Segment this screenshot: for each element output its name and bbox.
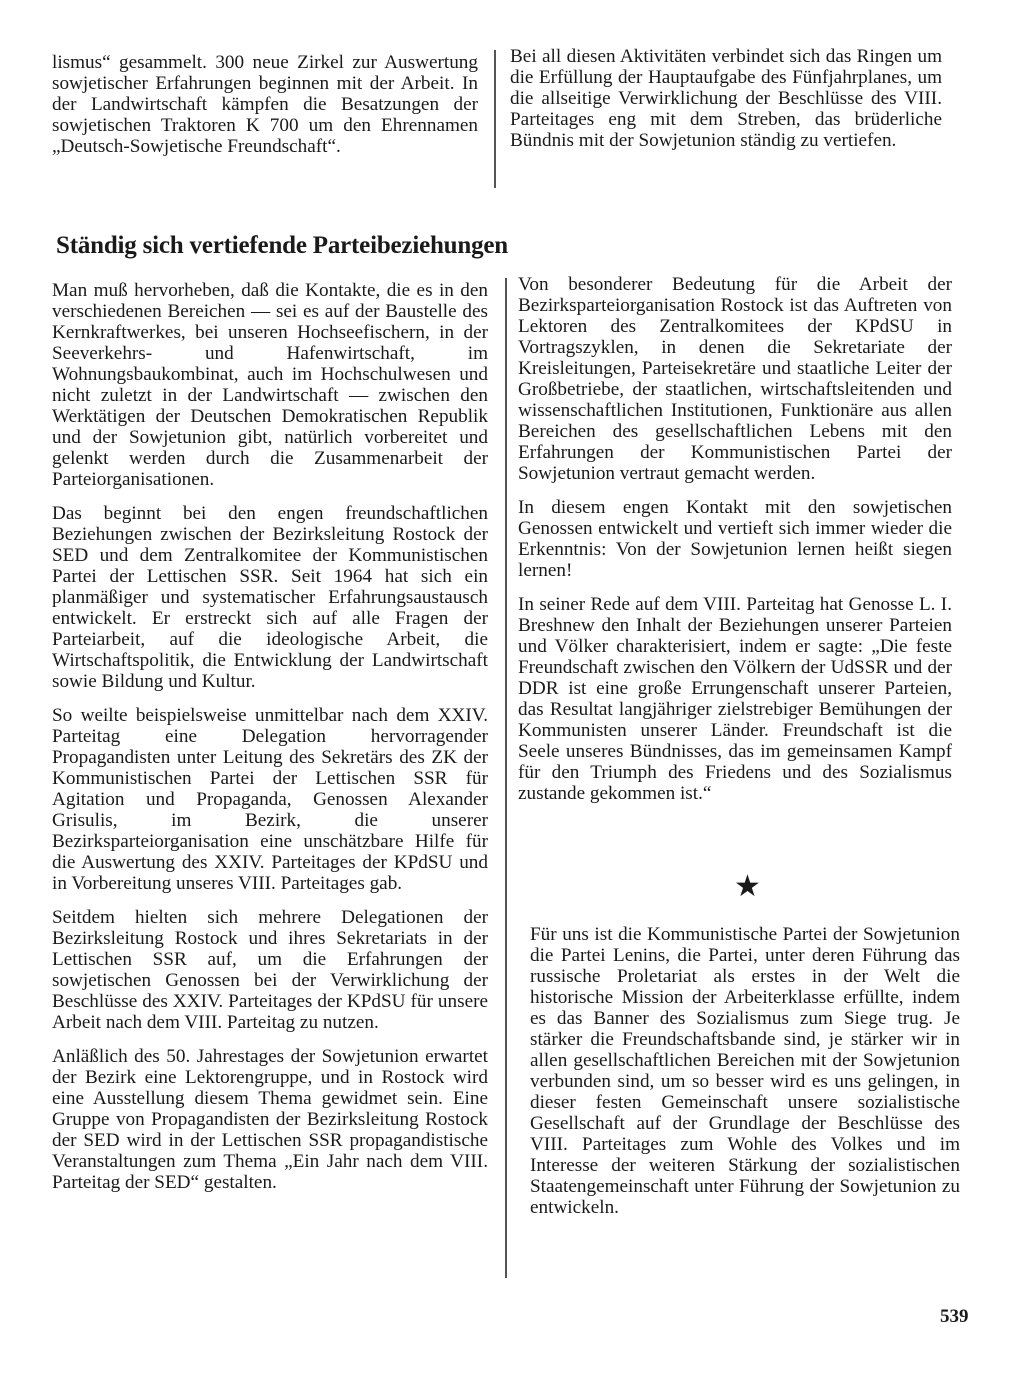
paragraph: Für uns ist die Kommunistische Partei der Sowjetunion die Partei Lenins, die Partei, unter deren Führung das russische Proletariat als erstes in der Welt die historische Mission der Arbeiterklasse erfüllte, indem es das Banner des Sozialismus zum Siege trug. Je stärker die Freundschaftsbande sind, je stärker wir in allen gesellschaftlichen Bereichen mit der Sowjetunion verbunden sind, um so besser wird es uns gelingen, in dieser festen Gemeinschaft unsere sozialistische Gesellschaft auf der Grundlage der Beschlüsse des VIII. Parteitages zum Wohle des Volkes und im Interesse der weiteren Stärkung der sozialistischen Staatengemeinschaft unter Führung der Sowjetunion zu entwickeln.: [530, 924, 960, 1218]
paragraph: Das beginnt bei den engen freundschaftlichen Beziehungen zwischen der Bezirksleitung Rostock der SED und dem Zentralkomitee der Kommunistischen Partei der Lettischen SSR. Seit 1964 hat sich ein planmäßiger und systematischer Erfahrungsaustausch entwickelt. Er erstreckt sich auf alle Fragen der Parteiarbeit, auf die ideologische Arbeit, die Wirtschaftspolitik, die Entwicklung der Landwirtschaft sowie Bildung und Kultur.: [52, 503, 488, 692]
page-number: 539: [940, 1306, 969, 1327]
paragraph: Anläßlich des 50. Jahrestages der Sowjetunion erwartet der Bezirk eine Lektorengruppe, und in Rostock wird eine Ausstellung diesem Thema gewidmet sein. Eine Gruppe von Propagandisten der Bezirksleitung Rostock der SED wird in der Lettischen SSR propagandistische Veranstaltungen zum Thema „Ein Jahr nach dem VIII. Parteitag der SED“ gestalten.: [52, 1046, 488, 1193]
paragraph: Bei all diesen Aktivitäten verbindet sich das Ringen um die Erfüllung der Hauptaufgabe des Fünfjahrplanes, um die allseitige Verwirklichung der Beschlüsse des VIII. Parteitages eng mit dem Streben, das brüderliche Bündnis mit der Sowjetunion ständig zu vertiefen.: [510, 46, 942, 151]
paragraph: So weilte beispielsweise unmittelbar nach dem XXIV. Parteitag eine Delegation hervorragender Propagandisten unter Leitung des Sekretärs des ZK der Kommunistischen Partei der Lettischen SSR für Agitation und Propaganda, Genossen Alexander Grisulis, im Bezirk, die unserer Bezirksparteiorganisation eine unschätzbare Hilfe für die Auswertung des XXIV. Parteitages der KPdSU und in Vorbereitung unseres VIII. Parteitages gab.: [52, 705, 488, 894]
column-rule-main: [505, 278, 507, 1278]
paragraph: Seitdem hielten sich mehrere Delegationen der Bezirksleitung Rostock und ihres Sekretariats in der Lettischen SSR auf, um die Erfahrungen der sowjetischen Genossen bei der Verwirklichung der Beschlüsse des XXIV. Parteitages der KPdSU für unsere Arbeit nach dem VIII. Parteitag zu nutzen.: [52, 907, 488, 1033]
paragraph: lismus“ gesammelt. 300 neue Zirkel zur Auswertung sowjetischer Erfahrungen beginnen mit der Arbeit. In der Landwirtschaft kämpfen die Besatzungen der sowjetischen Traktoren K 700 um den Ehrennamen „Deutsch-Sowjetische Freundschaft“.: [52, 52, 478, 157]
right-column: [518, 274, 952, 817]
top-right-column: [510, 46, 942, 164]
top-left-column: [52, 52, 478, 170]
column-rule-top: [494, 50, 496, 188]
right-column-lower: [530, 924, 960, 1231]
star-separator-icon: ★: [734, 870, 761, 903]
paragraph: Von besonderer Bedeutung für die Arbeit der Bezirksparteiorganisation Rostock ist das Auftreten von Lektoren des Zentralkomitees der KPdSU in Vortragszyklen, in denen die Sekretariate der Kreisleitungen, Parteisekretäre und staatliche Leiter der Großbetriebe, der staatlichen, wirtschaftsleitenden und wissenschaftlichen Institutionen, Funktionäre aus allen Bereichen des gesellschaftlichen Lebens mit den Erfahrungen der Kommunistischen Partei der Sowjetunion vertraut gemacht werden.: [518, 274, 952, 484]
paragraph: Man muß hervorheben, daß die Kontakte, die es in den verschiedenen Bereichen — sei es auf der Baustelle des Kernkraftwerkes, bei unseren Hochseefischern, in der Seeverkehrs- und Hafenwirtschaft, im Wohnungsbaukombinat, auch im Hochschulwesen und nicht zuletzt in der Landwirtschaft — zwischen den Werktätigen der Deutschen Demokratischen Republik und der Sowjetunion gibt, natürlich vorbereitet und gelenkt werden durch die Zusammenarbeit der Parteiorganisationen.: [52, 280, 488, 490]
paragraph: In diesem engen Kontakt mit den sowjetischen Genossen entwickelt und vertieft sich immer wieder die Erkenntnis: Von der Sowjetunion lernen heißt siegen lernen!: [518, 497, 952, 581]
paragraph: In seiner Rede auf dem VIII. Parteitag hat Genosse L. I. Breshnew den Inhalt der Beziehungen unserer Parteien und Völker charakterisiert, indem er sagte: „Die feste Freundschaft zwischen den Völkern der UdSSR und der DDR ist eine große Errungenschaft unserer Parteien, das Resultat langjähriger zielstrebiger Bemühungen der Kommunisten unserer Länder. Freundschaft ist die Seele unseres Bündnisses, das im gemeinsamen Kampf für den Triumph des Friedens und des Sozialismus zustande gekommen ist.“: [518, 594, 952, 804]
section-heading: Ständig sich vertiefende Parteibeziehungen: [56, 232, 508, 259]
left-column: [52, 280, 488, 1206]
